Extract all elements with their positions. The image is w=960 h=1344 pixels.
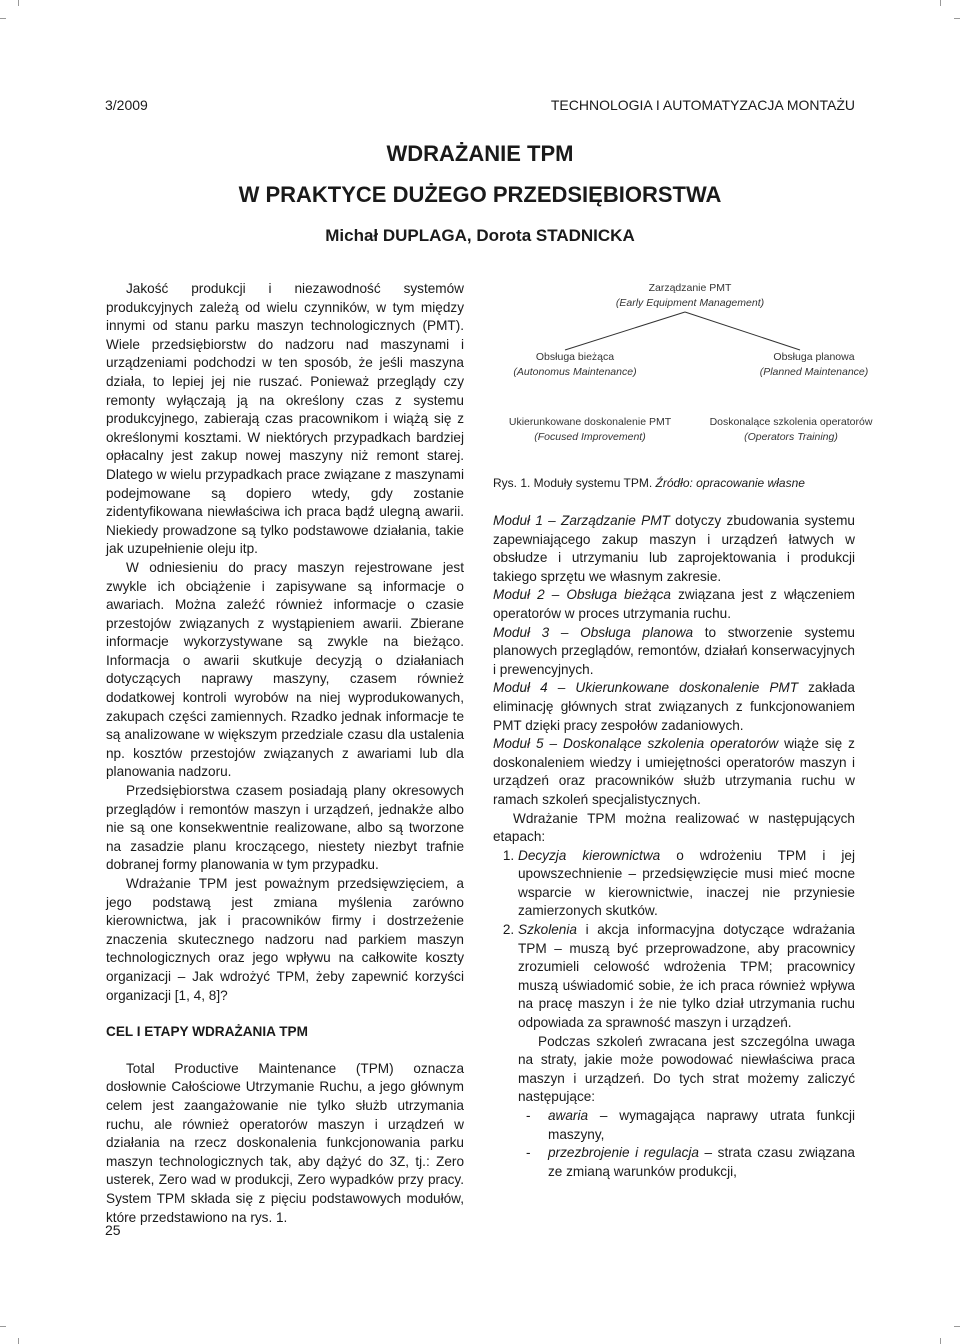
journal-name: TECHNOLOGIA I AUTOMATYZACJA MONTAŻU [550,97,855,113]
module-description: Moduł 3 – Obsługa planowa to stworzenie systemu planowych przeglądów, remontów, działań konserwacyjnych i prewencyjnych. [493,624,855,677]
section-heading: CEL I ETAPY WDRAŻANIA TPM [106,1024,308,1040]
module-description: Moduł 5 – Doskonalące szkolenia operatorów wiąże się z doskonaleniem wiedzy i umiejętności operatorów maszyn i urządzeń oraz pracowników służb utrzymania ruchu w ramach szkoleń specjalistycznych. [493,736,855,807]
paragraph: W odniesieniu do pracy maszyn rejestrowane jest zwykle ich obciążenie i zapisywane są informacje o awariach. Można zaleźć również informacje o czasie przestojów związanych z wystąpieniem awarii. Zbierane informacje wykorzystywane są zwykle na bieżąco. Informacja o awarii skutkuje decyzją o działaniach dotyczących naprawy maszyny, czasem również dodatkowej kontroli wyrobów na niej wyprodukowanych, zakupach części zamiennych. Rzadko jednak informacje te są analizowane w większym przedziale czasu dla ustalenia np. kosztów przestojów związanych z awariami lub dla planowania nadzoru. [106,559,464,780]
article-authors: Michał DUPLAGA, Dorota STADNICKA [325,226,635,245]
article-title-line1: WDRAŻANIE TPM [386,141,574,166]
paragraph: Podczas szkoleń zwracana jest szczególna uwaga na straty, jakie może powodować niewłaściwa praca maszyn i urządzeń. Do tych strat możemy zaliczyć następujące: [518,1033,855,1105]
list-item: - awaria – wymagająca naprawy utrata funkcji maszyny, [548,1107,855,1144]
issue-number: 3/2009 [105,97,148,113]
module-box-left2: Ukierunkowane doskonalenie PMT (Focused Improvement) [508,416,672,443]
paragraph: Przedsiębiorstwa czasem posiadają plany okresowych przeglądów i remontów maszyn i urządzeń, jednakże albo nie są one konsekwentnie realizowane, albo są tworzone na zasadzie planu kroczącego, niestety niezbyt trafnie dobranej formy planowania w tym przypadku. [106,783,464,873]
paragraph: Total Productive Maintenance (TPM) oznacza dosłownie Całościowe Utrzymanie Ruchu, a jego głównym celem jest zaangażowanie nie tylko służb utrzymania ruchu, ale również operatorów maszyn i urządzeń w działania na rzecz doskonalenia funkcjonowania parku maszyn technologicznych tak, aby dążyć do 3Z, tj.: Zero usterek, Zero wad w produkcji, Zero wypadków przy pracy. System TPM składa się z pięciu podstawowych modułów, które przedstawiono na rys. 1. [106,1060,464,1225]
module-description: Moduł 4 – Ukierunkowane doskonalenie PMT zakłada eliminację głównych strat związanych z funkcjonowaniem PMT dzięki pracy zespołów zadaniowych. [493,680,855,733]
paragraph: Wdrażanie TPM jest poważnym przedsięwzięciem, a jego podstawą jest zmiana myślenia zarówno kierownictwa, jak i pracowników firmy i dostrzeżenie znaczenia skutecznego nadzoru nad parkiem maszyn technologicznych oraz jego wpływu na całkowite koszty organizacji – Jak wdrożyć TPM, żeby zapewnić korzyści organizacji [1, 4, 8]? [106,876,464,1003]
module-box-left1: Obsługa bieżąca (Autonomus Maintenance) [513,351,637,378]
module-box-right2: Doskonalące szkolenia operatorów (Operators Training) [709,416,873,443]
paragraph: Jakość produkcji i niezawodność systemów produkcyjnych zależą od wielu czynników, w tym między innymi od stanu parku maszyn technologicznych (PMT). Wiele przedsiębiorstw do nadzoru nad maszynami i urządzeniami podchodzi w ten sposób, że jeśli maszyna działa, to lepiej jej nie ruszać. Ponieważ przeglądy czy remonty wyłączają ją na określony czas z systemu produkcyjnego, zabierają czas pracownikom i wiążą się z określonymi kosztami. W niektórych przypadkach bardziej opłacalny jest zakup nowej maszyny niż remont starej. Dlatego w wielu przypadkach prace związane z maszynami podejmowane są dopiero wtedy, gdy zostanie zidentyfikowana niewłaściwa ich praca bądź ulegną awarii. Niekiedy prowadzone są tylko podstawowe działania, takie jak uzupełnienie oleju itp. [106,281,464,557]
crop-mark [940,0,941,6]
crop-mark [954,1326,960,1327]
losses-list [518,1107,855,1181]
article-title-line2: W PRAKTYCE DUŻEGO PRZEDSIĘBIORSTWA [238,182,722,207]
crop-mark [18,1338,19,1344]
stages-list [493,847,855,1182]
right-column [493,512,855,1181]
crop-mark [954,18,960,19]
module-box-right1: Obsługa planowa (Planned Maintenance) [759,351,869,378]
module-description: Moduł 1 – Zarządzanie PMT dotyczy zbudowania systemu zapewniającego zakup maszyn i urządzeń łatwych w obsłudze i utrzymaniu lub zaprojektowania i produkcji takiego sprzętu we własnym zakresie. [493,513,855,584]
crop-mark [0,18,6,19]
figure-caption: Rys. 1. Moduły systemu TPM. Źródło: opracowanie własne [493,476,805,490]
paragraph: Wdrażanie TPM można realizować w następujących etapach: [493,810,855,845]
crop-mark [0,1326,6,1327]
list-item: - przezbrojenie i regulacja – strata czasu związana ze zmianą warunków produkcji, [548,1144,855,1181]
left-column [106,280,464,1227]
crop-mark [18,0,19,6]
module-description: Moduł 2 – Obsługa bieżąca związana jest z włączeniem operatorów w proces utrzymania ruchu. [493,587,855,621]
module-box-top: Zarządzanie PMT (Early Equipment Management) [615,282,765,309]
crop-mark [940,1338,941,1344]
connector-line [685,312,800,350]
page-number: 25 [105,1222,121,1238]
list-item: 1. Decyzja kierownictwa o wdrożeniu TPM i jej upowszechnienie – przedsięwzięcie musi mieć mocne wsparcie w kierownictwie, inaczej nie przyniesie zamierzonych skutków. [518,847,855,921]
list-item: 2. Szkolenia i akcja informacyjna dotyczące wdrażania TPM – muszą być przeprowadzone, aby pracownicy zrozumieli celowość wdrożenia TPM; pracownicy muszą uświadomić sobie, że ich praca również wpływa na pracę maszyn i że nie tylko dział utrzymania ruchu odpowiada za sprawność maszyn i urządzeń. Podczas szkoleń zwracana jest szczególna uwaga na straty, jakie może powodować niewłaściwa praca maszyn i urządzeń. Do tych strat możemy zaliczyć następujące: - awaria – wymagająca naprawy utrata funkcji maszyny, - przezbrojenie i regulacja – strata czasu związana ze zmianą warunków produkcji, [518,921,855,1181]
connector-line [565,312,685,350]
